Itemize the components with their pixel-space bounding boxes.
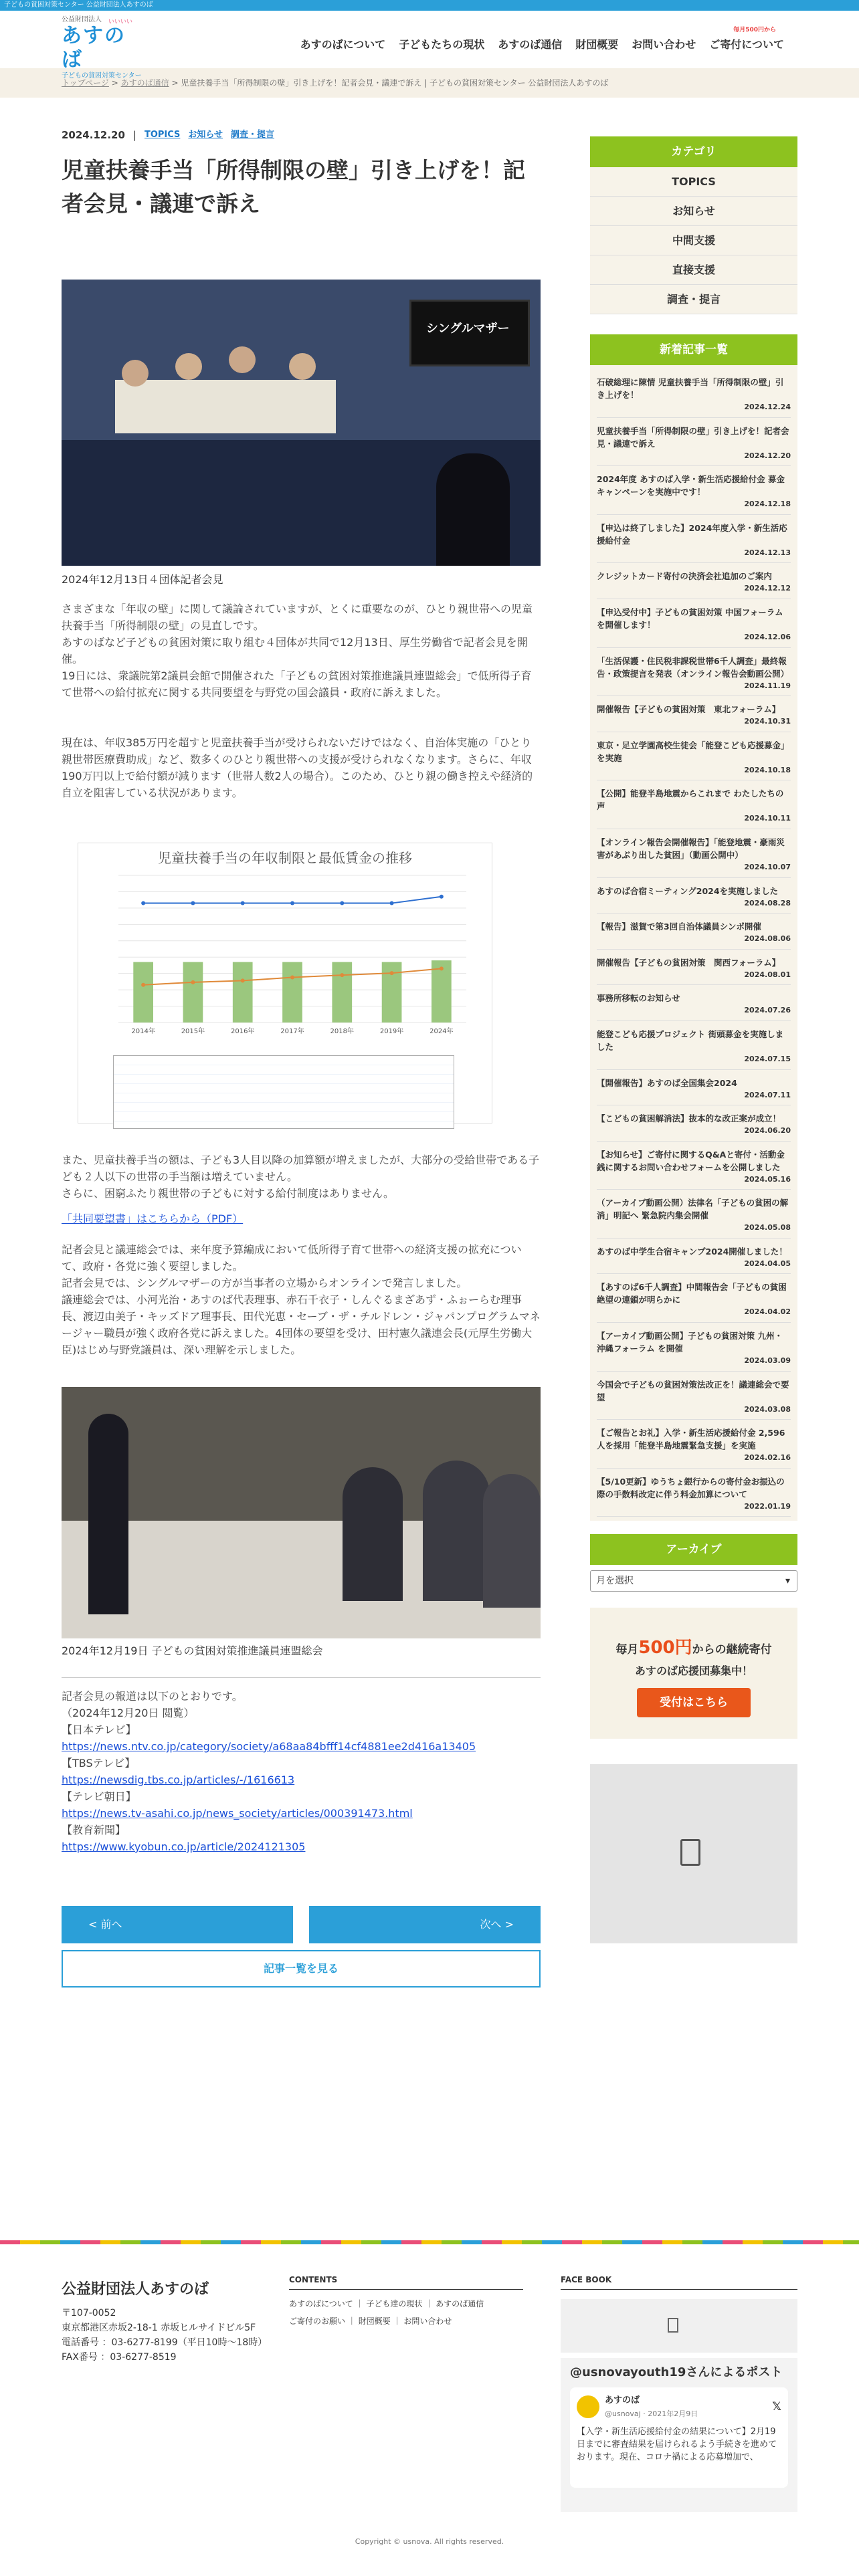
sidebar <box>590 136 797 1943</box>
post-meta <box>62 127 541 143</box>
news-title: 【こどもの貧困解消法】抜本的な改正案が成立！ <box>597 1113 781 1124</box>
news-date: 2022.01.19 <box>744 1501 791 1511</box>
news-date: 2024.04.05 <box>744 1259 791 1268</box>
news-title: 【あすのば6千人調査】中間報告会「子どもの貧困 絶望の連鎖が明らかに <box>597 1282 787 1305</box>
tweet-text: 【入学・新生活応援給付金の結果について】2月19日までに審査結果を届けられるよう手続きを進めております。現在、コロナ禍による応募増加で、 <box>577 2426 777 2462</box>
news-title: 開催報告【子どもの貧困対策 関西フォーラム】 <box>597 957 781 968</box>
news-date: 2024.05.16 <box>744 1174 791 1184</box>
news-title: 【開催報告】あすのば全国集会2024 <box>597 1077 737 1088</box>
news-title: 開催報告【子どもの貧困対策 東北フォーラム】 <box>597 704 781 715</box>
chart-point <box>141 983 145 987</box>
chart-plot <box>78 869 492 1043</box>
category-direct[interactable]: 直接支援 <box>590 255 797 285</box>
site-header <box>0 11 859 80</box>
news-title: 【アーカイブ動画公開】子どもの貧困対策 九州・沖縄フォーラム を開催 <box>597 1331 783 1354</box>
news-item[interactable] <box>597 696 791 732</box>
banner-button[interactable]: 受付はこちら <box>637 1688 751 1717</box>
news-date: 2024.08.06 <box>744 934 791 944</box>
footer-link[interactable]: ご寄付のお願い <box>289 2317 346 2327</box>
news-item[interactable] <box>597 1274 791 1323</box>
category-topics[interactable]: TOPICS <box>590 167 797 197</box>
footer-org: 公益財団法人あすのば <box>62 2281 209 2298</box>
footer-link[interactable]: あすのばについて <box>289 2299 353 2309</box>
news-item[interactable] <box>597 1142 791 1190</box>
footer-address <box>62 2306 267 2365</box>
chart-point <box>241 978 245 982</box>
x-tick-label: 2017年 <box>280 1028 304 1035</box>
news-item[interactable] <box>597 732 791 781</box>
tweet-title: @usnovayouth19さんによるポスト <box>570 2365 783 2380</box>
news-title: 今国会で子どもの貧困対策法改正を！議連総会で要望 <box>597 1379 789 1402</box>
news-item[interactable] <box>597 1239 791 1275</box>
news-title: 児童扶養手当「所得制限の壁」引き上げを！記者会見・議連で訴え <box>597 425 789 449</box>
parliament-meeting-photo <box>62 1387 541 1638</box>
category-research[interactable]: 調査・提言 <box>590 285 797 314</box>
news-date: 2024.10.07 <box>744 862 791 871</box>
x-tick-label: 2018年 <box>330 1028 355 1035</box>
footer-link[interactable]: あすのば通信 <box>436 2299 484 2309</box>
top-bar: 子どもの貧困対策センター 公益財団法人あすのば <box>0 0 859 11</box>
news-date: 2024.02.16 <box>744 1453 791 1463</box>
footer-address-line: 〒107-0052 <box>62 2308 116 2319</box>
chart-bar <box>183 962 203 1023</box>
news-item[interactable] <box>597 950 791 986</box>
news-date: 2024.08.28 <box>744 898 791 907</box>
copyright: Copyright © usnova. All rights reserved. <box>355 2537 504 2546</box>
logo-text: あすのば <box>62 24 126 72</box>
footer-address-line: FAX番号 ：03-6277-8519 <box>62 2352 177 2363</box>
news-title: 【報告】滋賀で第3回自治体議員シンポ開催 <box>597 922 761 932</box>
page-title: 児童扶養手当「所得制限の壁」引き上げを！記者会見・議連で訴え <box>62 157 525 217</box>
x-tick-label: 2015年 <box>181 1028 205 1035</box>
news-item[interactable] <box>597 1070 791 1106</box>
category-news[interactable]: お知らせ <box>590 197 797 226</box>
document-icon <box>668 2318 678 2333</box>
prev-button[interactable]: < 前へ <box>62 1906 293 1943</box>
donate-banner[interactable] <box>590 1608 797 1739</box>
chart-point <box>290 901 294 905</box>
news-date: 2024.07.26 <box>744 1006 791 1015</box>
chart-point <box>290 976 294 980</box>
news-date: 2024.12.24 <box>744 403 791 411</box>
chart-point <box>440 895 444 899</box>
all-posts-button[interactable]: 記事一覧を見る <box>62 1950 541 1988</box>
news-item[interactable] <box>597 1372 791 1420</box>
breadcrumb-current: 児童扶養手当「所得制限の壁」引き上げを！記者会見・議連で訴え | 子どもの貧困対策センター 公益財団法人あすのば <box>181 78 609 88</box>
archive-heading: アーカイブ <box>590 1534 797 1565</box>
chart-point <box>390 901 394 905</box>
news-date: 2024.12.12 <box>744 584 791 593</box>
donate-note: 毎月500円から <box>733 27 776 33</box>
income-limit-chart <box>78 843 492 1123</box>
news-date: 2024.12.06 <box>744 632 791 641</box>
breadcrumb-home[interactable]: トップページ <box>62 78 109 88</box>
chart-point <box>191 980 195 984</box>
chart-point <box>191 901 195 905</box>
news-item[interactable] <box>597 515 791 564</box>
chart-point <box>340 973 344 977</box>
nav-contact[interactable]: お問い合わせ <box>632 38 696 51</box>
media-name: 【教育新聞】 <box>62 1824 126 1836</box>
x-tick-label: 2014年 <box>131 1028 155 1035</box>
news-item[interactable] <box>597 648 791 697</box>
breadcrumb-sep: > <box>111 78 118 88</box>
facebook-section <box>561 2274 797 2512</box>
media-link[interactable]: https://news.ntv.co.jp/category/society/a68aa84bfff14cf4881ee2d416a13405 <box>62 1740 476 1753</box>
logo-small-text: 公益財団法人 <box>62 16 102 23</box>
news-date: 2024.11.19 <box>744 681 791 690</box>
news-date: 2024.12.20 <box>744 451 791 460</box>
news-title: 【お知らせ】ご寄付に関するQ&Aと寄付・活動金銭に関するお問い合わせフォームを公開しました <box>597 1149 785 1172</box>
photo-caption-2: 2024年12月19日 子どもの貧困対策推進議員連盟総会 <box>62 1644 323 1657</box>
nav-about[interactable]: あすのばについて <box>300 38 386 51</box>
news-title: 2024年度 あすのば入学・新生活応援給付金 募金キャンペーンを実施中です！ <box>597 474 785 498</box>
media-name: 【TBSテレビ】 <box>62 1757 136 1769</box>
news-title: 【申込は終了しました】2024年度入学・新生活応援給付金 <box>597 522 787 546</box>
media-name: 【日本テレビ】 <box>62 1723 136 1736</box>
news-title: 能登こども応援プロジェクト 街頭募金を実施しました <box>597 1029 784 1052</box>
banner-line2: あすのば応援団募集中！ <box>634 1665 753 1678</box>
news-date: 2024.10.11 <box>744 814 791 823</box>
news-item[interactable] <box>597 1021 791 1070</box>
recent-posts-heading: 新着記事一覧 <box>590 334 797 365</box>
avatar <box>577 2395 599 2418</box>
news-item[interactable] <box>597 1469 791 1517</box>
paragraph-3: また、児童扶養手当の額は、子ども3人目以降の加算額が増えましたが、大部分の受給世帯である子ども２人以下の世帯の手当額は増えていません。 さらに、困窮ふたり親世帯の子どもに対する給付制度はありません。 <box>62 1154 540 1200</box>
media-link[interactable]: https://www.kyobun.co.jp/article/2024121305 <box>62 1840 306 1853</box>
media-link[interactable]: https://newsdig.tbs.co.jp/articles/-/1616613 <box>62 1774 295 1786</box>
chart-bar <box>382 962 402 1023</box>
article <box>62 127 541 1975</box>
x-tick-label: 2019年 <box>379 1028 404 1035</box>
news-date: 2024.10.18 <box>744 765 791 774</box>
nav-newsletter[interactable]: あすのば通信 <box>498 38 563 51</box>
contents-heading: CONTENTS <box>289 2274 523 2290</box>
footer-address-line: 東京都港区赤坂2-18-1 赤坂ヒルサイドビル5F <box>62 2323 256 2333</box>
next-button[interactable]: 次へ > <box>309 1906 541 1943</box>
recent-posts-list <box>590 365 797 1521</box>
news-item[interactable] <box>597 780 791 829</box>
banner-pre: 毎月 <box>615 1643 639 1657</box>
chevron-down-icon: ▾ <box>785 1576 790 1587</box>
news-item[interactable] <box>597 369 791 418</box>
chart-point <box>390 971 394 975</box>
news-item[interactable] <box>597 914 791 950</box>
news-date: 2024.07.15 <box>744 1054 791 1063</box>
site-logo[interactable] <box>62 16 142 80</box>
news-title: あすのば中学生合宿キャンプ2024開催しました！ <box>597 1246 787 1257</box>
news-item[interactable] <box>597 878 791 914</box>
photo-caption-1: 2024年12月13日４団体記者会見 <box>62 573 223 586</box>
nav-donate[interactable]: ご寄付について <box>709 38 784 51</box>
news-date: 2024.10.31 <box>744 717 791 726</box>
news-item[interactable] <box>597 1420 791 1469</box>
pdf-link[interactable]: 「共同要望書」はこちらから（PDF） <box>62 1212 244 1225</box>
document-icon <box>680 1839 700 1866</box>
news-item[interactable] <box>597 1190 791 1239</box>
cat-research[interactable]: 調査・提言 <box>231 129 275 140</box>
facebook-embed <box>561 2299 797 2353</box>
media-list <box>62 1721 541 1855</box>
chart-point <box>340 901 344 905</box>
news-item[interactable] <box>597 1323 791 1372</box>
x-tick-label: 2024年 <box>430 1028 454 1035</box>
news-item[interactable] <box>597 829 791 878</box>
news-item[interactable] <box>597 599 791 648</box>
media-name: 【テレビ朝日】 <box>62 1790 136 1803</box>
news-item[interactable] <box>597 985 791 1021</box>
news-title: 【公開】能登半島地震からこれまで わたしたちの声 <box>597 788 784 812</box>
news-title: 【申込受付中】子どもの貧困対策 中国フォーラムを開催します！ <box>597 607 783 630</box>
news-date: 2024.12.13 <box>744 548 791 557</box>
news-title: （アーカイブ動画公開）法律名「子どもの貧困の解消」明記へ 緊急院内集会開催 <box>597 1198 789 1221</box>
footer-contents: CONTENTS あすのばについて ｜ 子ども達の現状 ｜ あすのば通信 ご寄付のお願い ｜ 財団概要 ｜ お問い合わせ <box>289 2274 523 2330</box>
footer-link[interactable]: 財団概要 <box>358 2317 391 2327</box>
news-title: 【ご報告とお礼】入学・新生活応援給付金 2,596人を採用「能登半島地震緊急支援」を実施 <box>597 1428 785 1451</box>
news-item[interactable] <box>597 563 791 599</box>
main-nav <box>300 36 784 53</box>
logo-sub-text: 子どもの貧困対策センター <box>62 72 142 80</box>
news-title: 【5/10更新】ゆうちょ銀行からの寄付金お振込の際の手数料改定に伴う料金加算について <box>597 1476 785 1499</box>
tweet-card[interactable] <box>561 2358 797 2512</box>
news-date: 2024.04.02 <box>744 1307 791 1317</box>
chart-bar <box>133 962 153 1023</box>
news-title: 東京・足立学園高校生徒会「能登こども応援募金」を実施 <box>597 740 789 763</box>
breadcrumb-section[interactable]: あすのば通信 <box>120 78 169 88</box>
paragraph-5: 記者会見の報道は以下のとおりです。 （2024年12月20日 閲覧） <box>62 1690 243 1719</box>
news-item[interactable] <box>597 1105 791 1142</box>
tweet-name: あすのば <box>605 2395 640 2406</box>
paragraph-4: 記者会見と議連総会では、来年度予算編成において低所得子育て世帯への経済支援の拡充について、政府・各党に強く要望しました。 記者会見では、シングルマザーの方が当事者の立場からオンラインで発言しました。 議連総会では、小河光治・あすのば代表理事、赤石千衣子・しんぐるまざあず・ふぉーらむ理事長、渡辺由美子・キッズドア理事長、田代光恵・セーブ・ザ・チルドレン・ジャパンプログラムマネージャー職員が強く政府各党に訴えました。4団体の要望を受け、田村憲久議連会長(元厚生労働大臣)はじめ与野党議員は、深い理解を示しました。 <box>62 1243 541 1356</box>
news-title: あすのば合宿ミーティング2024を実施しました <box>597 885 779 896</box>
chart-table <box>113 1055 454 1129</box>
cat-topics[interactable]: TOPICS <box>144 129 181 140</box>
facebook-heading: FACE BOOK <box>561 2274 797 2290</box>
paragraph-1: さまざまな「年収の壁」に関して議論されていますが、とくに重要なのが、ひとり親世帯への児童扶養手当「所得制限の壁」の見直しです。 あすのばなど子どもの貧困対策に取り組む４団体が共同で12月13日、厚生労働省で記者会見を開催。 19日には、衆議院第2議員会館で開催された「子どもの貧困対策推進議員連盟総会」で低所得子育て世帯への給付拡充に関する共同要望を与野党の国会議員・政府に訴えました。 <box>62 603 533 699</box>
chart-title: 児童扶養手当の年収制限と最低賃金の推移 <box>158 850 412 866</box>
tweet-handle: @usnovaj · 2021年2月9日 <box>605 2409 698 2418</box>
news-date: 2024.05.08 <box>744 1223 791 1232</box>
media-link[interactable]: https://news.tv-asahi.co.jp/news_society/articles/000391473.html <box>62 1807 413 1820</box>
footer-link[interactable]: 子ども達の現状 <box>366 2299 423 2309</box>
meta-sep: | <box>132 129 136 141</box>
nav-current-state[interactable]: 子どもたちの現状 <box>399 38 485 51</box>
chart-bar <box>233 962 253 1023</box>
news-title: 「生活保護・住民税非課税世帯6千人調査」最終報告・政策提言を発表（オンライン報告会動画公開） <box>597 655 789 679</box>
cat-news[interactable]: お知らせ <box>188 129 223 140</box>
post-date: 2024.12.20 <box>62 129 125 141</box>
news-title: 石破総理に陳情 児童扶養手当「所得制限の壁」引き上げを！ <box>597 377 784 400</box>
news-title: 【オンライン報告会開催報告】「能登地震・豪雨災害があぶり出した貧困」（動画公開中） <box>597 837 785 860</box>
embed-placeholder <box>590 1764 797 1943</box>
chart-point <box>241 901 245 905</box>
banner-post: からの継続寄付 <box>692 1643 772 1657</box>
footer-link[interactable]: お問い合わせ <box>403 2317 452 2327</box>
news-date: 2024.03.09 <box>744 1356 791 1366</box>
banner-amount: 500円 <box>638 1638 692 1658</box>
site-footer <box>0 2244 859 2576</box>
category-heading: カテゴリ <box>590 136 797 167</box>
footer-address-line: 電話番号 ：03-6277-8199（平日10時〜18時） <box>62 2337 268 2348</box>
archive-select[interactable] <box>590 1570 797 1592</box>
news-title: 事務所移転のお知らせ <box>597 993 680 1004</box>
news-item[interactable] <box>597 418 791 467</box>
news-date: 2024.03.08 <box>744 1404 791 1414</box>
archive-select-value: 月を選択 <box>596 1576 634 1587</box>
chart-point <box>141 901 145 905</box>
news-title: クレジットカード寄付の決済会社追加のご案内 <box>597 571 772 582</box>
press-conference-photo <box>62 280 541 566</box>
chart-bar <box>282 962 302 1023</box>
category-intermediate[interactable]: 中間支援 <box>590 226 797 255</box>
news-date: 2024.06.20 <box>744 1126 791 1136</box>
news-date: 2024.12.18 <box>744 500 791 509</box>
paragraph-2: 現在は、年収385万円を超すと児童扶養手当が受けられないだけではなく、自治体実施の「ひとり親世帯医療費助成」など、数多くのひとり親世帯への支援が受けられなくなります。さらに、年収190万円以上で給付額が減ります（世帯人数2人の場合）。このため、ひとり親の働き控えや経済的自立を阻害している状況があります。 <box>62 736 533 799</box>
chart-bar <box>332 962 352 1023</box>
breadcrumb-sep: > <box>171 78 179 88</box>
nav-overview[interactable]: 財団概要 <box>575 38 619 51</box>
x-tick-label: 2016年 <box>230 1028 255 1035</box>
news-date: 2024.08.01 <box>744 970 791 979</box>
news-item[interactable] <box>597 466 791 515</box>
x-logo-icon: 𝕏 <box>772 2399 781 2413</box>
screen-label: シングルマザー <box>426 322 510 336</box>
logo-dots: いいいい <box>108 19 133 25</box>
news-date: 2024.07.11 <box>744 1090 791 1099</box>
chart-point <box>440 966 444 970</box>
